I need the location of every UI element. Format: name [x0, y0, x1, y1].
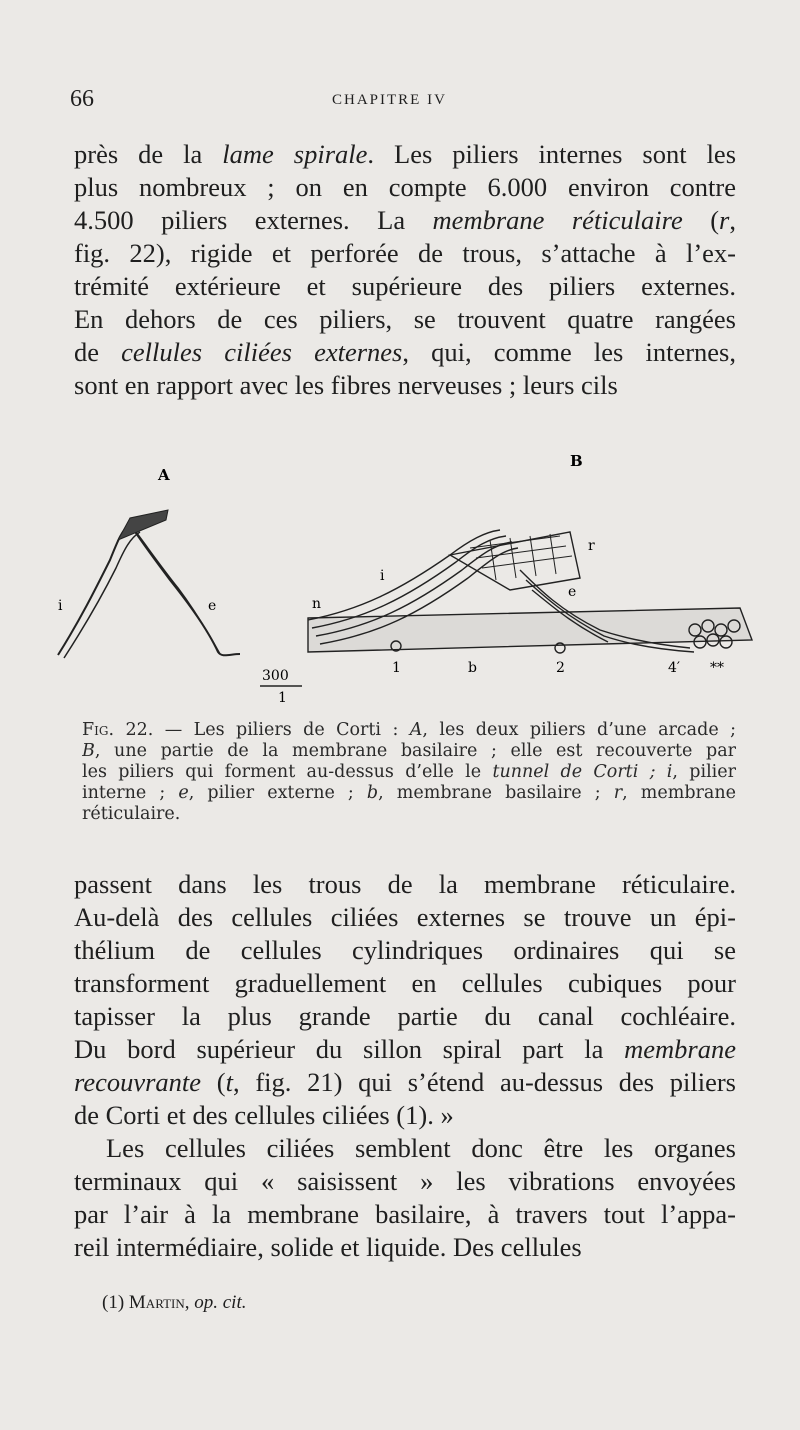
footnote-sep: ,: [184, 1292, 195, 1313]
label-stars: **: [710, 660, 724, 676]
text-segment: de Corti et des cellules ciliées (1). »: [74, 1100, 454, 1130]
text-segment: , qui, comme les internes,: [402, 337, 736, 367]
drawing-b: [308, 530, 752, 653]
italic-segment: b: [366, 783, 379, 803]
text-segment: passent dans les trous de la membrane réticulaire.: [74, 869, 736, 899]
text-line: [74, 336, 736, 369]
text-segment: interne ;: [82, 783, 179, 803]
text-segment: Les cellules ciliées semblent donc être les organes: [106, 1133, 736, 1163]
text-line: [74, 204, 736, 237]
text-line: [82, 720, 736, 741]
text-segment: près de la: [74, 139, 223, 169]
footnote-author: Martin: [128, 1292, 185, 1313]
text-segment: tapisser la plus grande partie du canal cochléaire.: [74, 1001, 736, 1031]
text-line: [74, 967, 736, 1000]
label-4: 4′: [668, 660, 681, 676]
text-segment: par l’air à la membrane basilaire, à travers tout l’appa-: [74, 1199, 736, 1229]
text-segment: reil intermédiaire, solide et liquide. Des cellules: [74, 1232, 582, 1262]
text-line: [74, 171, 736, 204]
italic-segment: r: [719, 205, 730, 235]
footnote-ref: op. cit.: [194, 1292, 247, 1313]
italic-segment: recouvrante: [74, 1067, 202, 1097]
italic-segment: membrane: [624, 1034, 736, 1064]
text-segment: Au-delà des cellules ciliées externes se trouve un épi-: [74, 902, 736, 932]
text-line: [74, 1000, 736, 1033]
text-line: [74, 934, 736, 967]
text-segment: réticulaire.: [82, 804, 181, 824]
pillar-outer-a: [130, 524, 240, 655]
italic-segment: membrane réticulaire: [432, 205, 683, 235]
text-line: [74, 901, 736, 934]
label-a: A: [158, 466, 170, 484]
label-i-a: i: [58, 598, 63, 614]
text-line: [74, 868, 736, 901]
text-line: [74, 303, 736, 336]
label-i-b: i: [380, 568, 385, 584]
text-line: [74, 1099, 736, 1132]
text-line: [74, 369, 736, 402]
text-segment: (: [201, 1067, 226, 1097]
text-line: [74, 1132, 736, 1165]
text-line: [74, 270, 736, 303]
text-line: [74, 1165, 736, 1198]
text-line: [82, 804, 736, 825]
small-caps-segment: Fig: [82, 720, 109, 740]
label-1: 1: [392, 660, 401, 676]
label-r: r: [588, 538, 595, 554]
italic-segment: cellules ciliées externes: [121, 337, 403, 367]
label-n: n: [312, 596, 322, 612]
italic-segment: r: [613, 783, 623, 803]
italic-segment: e: [178, 783, 189, 803]
text-segment: , fig. 21) qui s’étend au-dessus des piliers: [232, 1067, 736, 1097]
drawing-a: [58, 510, 240, 658]
label-e-a: e: [208, 598, 217, 614]
paragraph-2: [74, 868, 736, 1264]
footnote: [102, 1292, 247, 1314]
text-segment: , une partie de la membrane basilaire ; elle est recouverte par: [94, 741, 736, 761]
text-segment: de: [74, 337, 122, 367]
italic-segment: B: [82, 741, 95, 761]
reticular-membrane: [450, 532, 580, 590]
scale-numerator: 300: [262, 668, 289, 684]
label-e-b: e: [568, 584, 577, 600]
running-head: CHAPITRE IV: [332, 92, 447, 108]
page-header: [70, 86, 740, 122]
text-segment: 4.500 piliers externes. La: [74, 205, 433, 235]
text-line: [74, 1231, 736, 1264]
text-segment: plus nombreux ; on en compte 6.000 environ contre: [74, 172, 736, 202]
text-segment: thélium de cellules cylindriques ordinaires qui se: [74, 935, 736, 965]
text-segment: . 22. — Les piliers de Corti :: [108, 720, 410, 740]
text-segment: , les deux piliers d’une arcade ;: [422, 720, 736, 740]
label-2: 2: [556, 660, 565, 676]
text-line: [74, 138, 736, 171]
text-segment: , membrane basilaire ;: [378, 783, 614, 803]
italic-segment: lame spirale: [222, 139, 368, 169]
text-segment: ,: [729, 205, 736, 235]
italic-segment: t: [225, 1067, 233, 1097]
text-line: [82, 783, 736, 804]
figure-22-illustration: [40, 440, 770, 710]
figure-caption: [82, 720, 736, 825]
text-line: [74, 1066, 736, 1099]
pillar-inner-a: [58, 514, 165, 655]
text-segment: sont en rapport avec les fibres nerveuses ; leurs cils: [74, 370, 618, 400]
text-segment: les piliers qui forment au-dessus d’elle le: [82, 762, 493, 782]
label-b-small: b: [468, 660, 477, 676]
page-number: 66: [70, 86, 94, 112]
scale-denominator: 1: [278, 690, 287, 706]
text-segment: , pilier: [672, 762, 736, 782]
footnote-prefix: (1): [102, 1292, 129, 1313]
italic-segment: A: [409, 720, 423, 740]
text-segment: fig. 22), rigide et perforée de trous, s’attache à l’ex-: [74, 238, 736, 268]
figure-22: [40, 440, 770, 710]
text-segment: trémité extérieure et supérieure des piliers externes.: [74, 271, 736, 301]
text-segment: . Les piliers internes sont les: [367, 139, 736, 169]
text-line: [74, 1033, 736, 1066]
text-line: [82, 741, 736, 762]
text-segment: terminaux qui « saisissent » les vibrations envoyées: [74, 1166, 736, 1196]
text-line: [74, 1198, 736, 1231]
text-line: [74, 237, 736, 270]
label-b: B: [570, 452, 583, 470]
text-segment: , membrane: [622, 783, 736, 803]
text-line: [82, 762, 736, 783]
italic-segment: tunnel de Corti ; i: [492, 762, 673, 782]
text-segment: , pilier externe ;: [188, 783, 367, 803]
paragraph-1: [74, 138, 736, 402]
text-segment: Du bord supérieur du sillon spiral part la: [74, 1034, 625, 1064]
text-segment: (: [682, 205, 720, 235]
text-segment: transforment graduellement en cellules cubiques pour: [74, 968, 736, 998]
text-segment: En dehors de ces piliers, se trouvent quatre rangées: [74, 304, 736, 334]
